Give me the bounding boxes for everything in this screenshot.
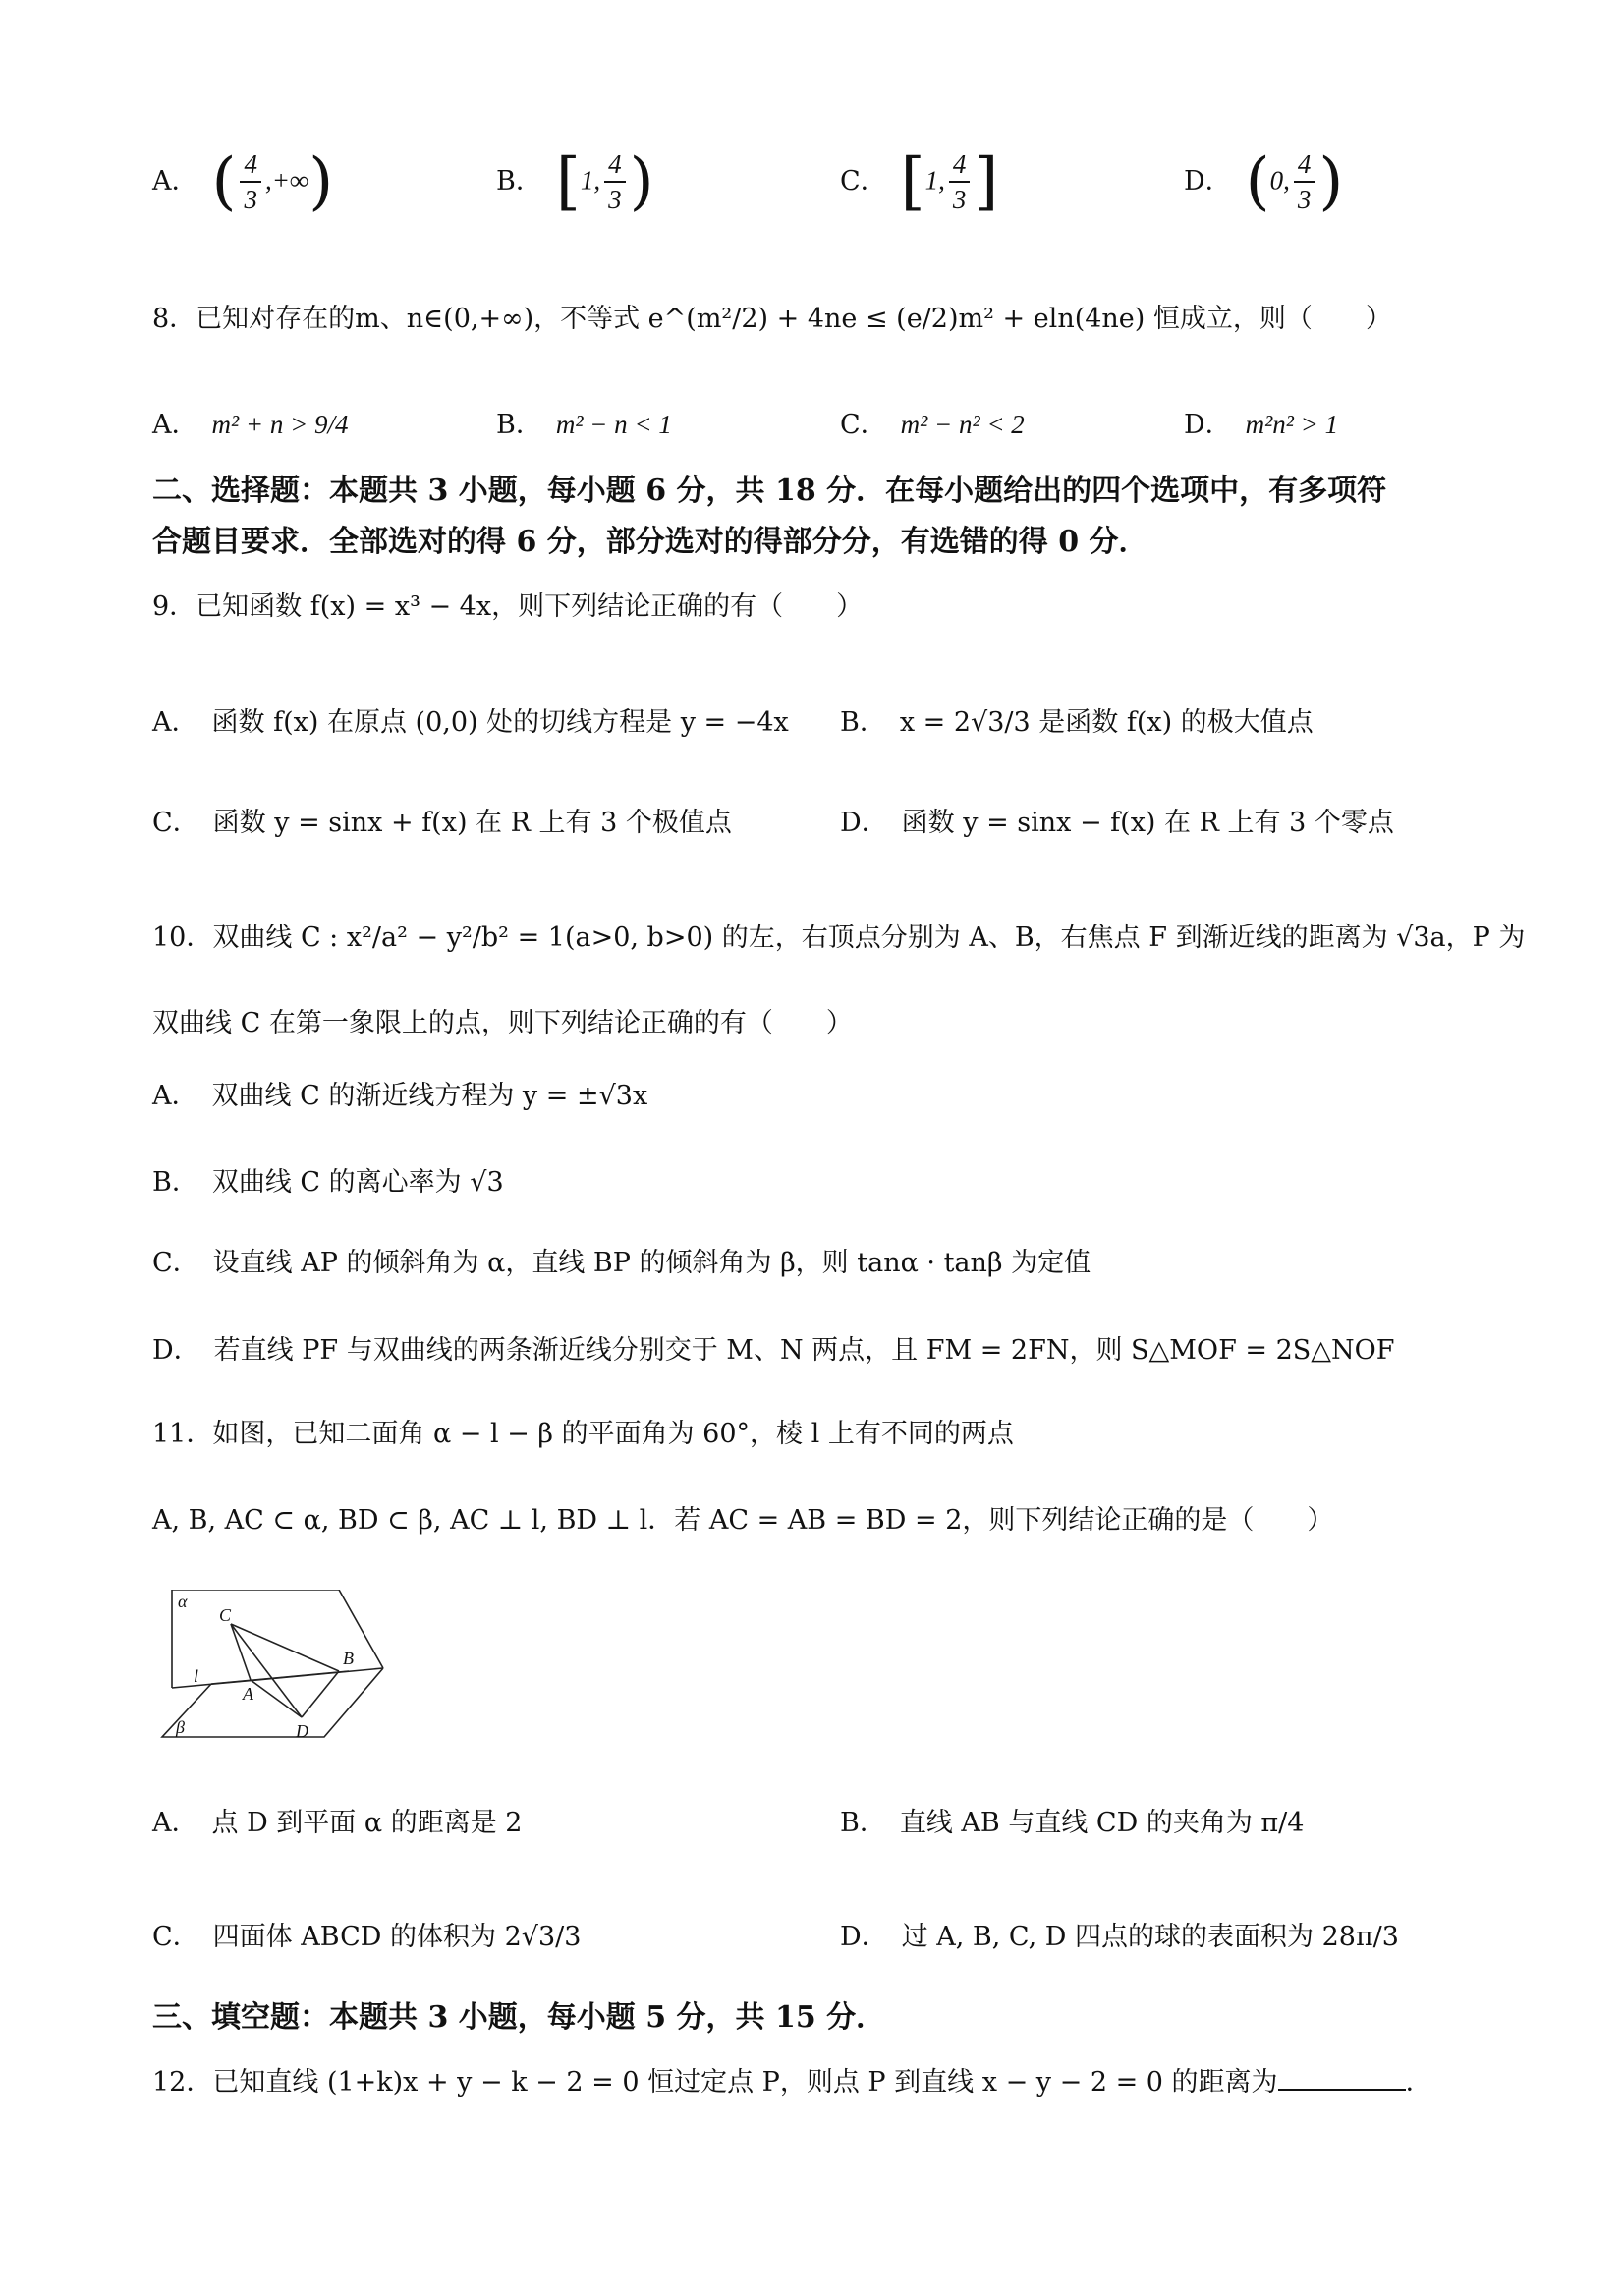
q8-option-a: A． m² + n > 9/4 xyxy=(152,410,349,440)
q10-stem-line2: 双曲线 C 在第一象限上的点，则下列结论正确的有（ ） xyxy=(152,1008,853,1038)
q7-option-a: A． ( $\frac{4}{3}$ ,+∞) xyxy=(152,145,334,218)
q11-stem-line2: A, B, AC ⊂ α, BD ⊂ β, AC ⊥ l, BD ⊥ l．若 AC = AB = BD = 2，则下列结论正确的是（ ） xyxy=(152,1505,1334,1536)
q10-stem-line1: 10．双曲线 C : x²/a² − y²/b² = 1(a>0, b>0) 的左，右顶点分别为 A、B，右焦点 F 到渐近线的距离为 √3a，P 为 xyxy=(152,923,1526,953)
section-3-heading: 三、填空题：本题共 3 小题，每小题 5 分，共 15 分． xyxy=(152,2000,886,2035)
q10-option-d: D． 若直线 PF 与双曲线的两条渐近线分别交于 M、N 两点，且 FM = 2FN，则 S△MOF = 2S△NOF xyxy=(152,1335,1395,1366)
q12-stem-end: ． xyxy=(1405,2067,1432,2098)
section-2-heading-line2: 合题目要求．全部选对的得 6 分，部分选对的得部分分，有选错的得 0 分． xyxy=(152,525,1148,559)
q8-stem: 8．已知对存在的m、n∈(0,+∞)，不等式 e^(m²/2) + 4ne ≤ (e/2)m² + eln(4ne) 恒成立，则（ ） xyxy=(152,304,1392,334)
q9-option-d: D． 函数 y = sinx − f(x) 在 R 上有 3 个零点 xyxy=(840,808,1394,838)
segment-ad xyxy=(251,1680,302,1717)
label-l: l xyxy=(194,1666,199,1686)
q11-option-b: B． 直线 AB 与直线 CD 的夹角为 π/4 xyxy=(840,1808,1305,1838)
q8-option-b: B． m² − n < 1 xyxy=(496,410,672,440)
q9-stem: 9．已知函数 f(x) = x³ − 4x，则下列结论正确的有（ ） xyxy=(152,591,864,622)
q12-stem-text: 12．已知直线 (1+k)x + y − k − 2 = 0 恒过定点 P，则点 P 到直线 x − y − 2 = 0 的距离为 xyxy=(152,2067,1278,2098)
q11-option-a: A． 点 D 到平面 α 的距离是 2 xyxy=(152,1808,523,1838)
label-B: B xyxy=(343,1649,354,1668)
q7-option-c: C． [1, $\frac{4}{3}$ ] xyxy=(840,145,999,218)
q9-option-c: C． 函数 y = sinx + f(x) 在 R 上有 3 个极值点 xyxy=(152,808,732,838)
plane-alpha-outline xyxy=(172,1590,383,1688)
q10-option-b: B． 双曲线 C 的离心率为 √3 xyxy=(152,1167,504,1198)
q11-option-d: D． 过 A, B, C, D 四点的球的表面积为 28π/3 xyxy=(840,1922,1399,1952)
q10-option-a: A． 双曲线 C 的渐近线方程为 y = ±√3x xyxy=(152,1081,648,1111)
label-D: D xyxy=(296,1721,308,1741)
section-2-heading-line1: 二、选择题：本题共 3 小题，每小题 6 分，共 18 分．在每小题给出的四个选项中，有多项符 xyxy=(152,474,1387,508)
q8-option-d: D． m²n² > 1 xyxy=(1184,410,1339,440)
q10-option-c: C． 设直线 AP 的倾斜角为 α，直线 BP 的倾斜角为 β，则 tanα · tanβ 为定值 xyxy=(152,1248,1091,1278)
q12-answer-blank[interactable] xyxy=(1278,2063,1406,2091)
segment-cd xyxy=(231,1624,302,1717)
dihedral-angle-figure xyxy=(152,1590,408,1747)
q7-option-b: B． [1, $\frac{4}{3}$ ) xyxy=(496,145,654,218)
q9-option-a: A． 函数 f(x) 在原点 (0,0) 处的切线方程是 y = −4x xyxy=(152,707,789,738)
q7-option-d: D． (0, $\frac{4}{3}$ ) xyxy=(1184,145,1344,218)
segment-ac xyxy=(231,1624,251,1680)
segment-bd xyxy=(302,1671,339,1717)
label-alpha: α xyxy=(178,1592,188,1611)
q12-stem xyxy=(152,2063,1432,2102)
q8-option-c: C． m² − n² < 2 xyxy=(840,410,1025,440)
label-A: A xyxy=(243,1684,253,1704)
segment-cb xyxy=(231,1624,339,1671)
q11-stem-line1: 11．如图，已知二面角 α − l − β 的平面角为 60°，棱 l 上有不同的两点 xyxy=(152,1419,1014,1449)
q11-option-c: C． 四面体 ABCD 的体积为 2√3/3 xyxy=(152,1922,582,1952)
label-C: C xyxy=(219,1605,232,1625)
edge-l-inner xyxy=(211,1671,349,1684)
q9-option-b: B． x = 2√3/3 是函数 f(x) 的极大值点 xyxy=(840,707,1314,738)
label-beta: β xyxy=(176,1717,185,1737)
